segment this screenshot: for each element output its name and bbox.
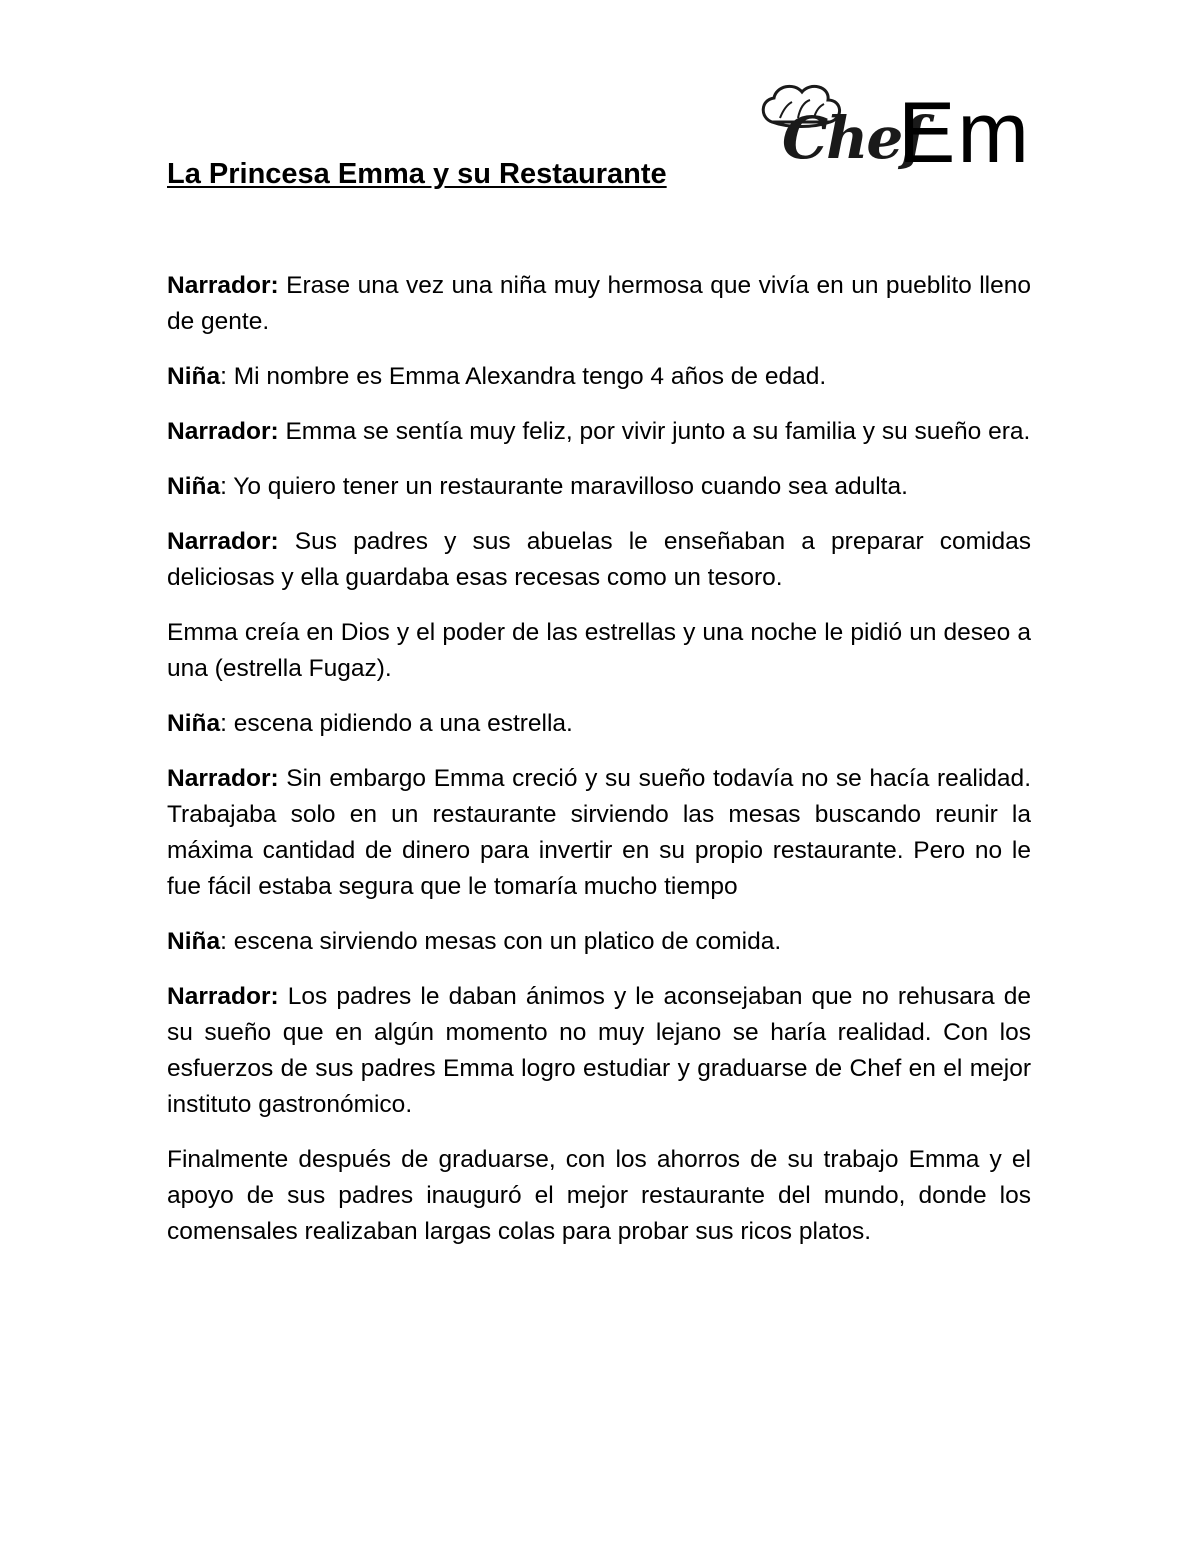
paragraph-text: Finalmente después de graduarse, con los ahorros de su trabajo Emma y el apoyo de sus padres inauguró el mejor restaurante del mundo, donde los comensales realizaban largas colas para probar sus ricos platos. (167, 1146, 1031, 1245)
paragraph (167, 524, 1031, 596)
paragraph (167, 615, 1031, 687)
paragraph-text: Sin embargo Emma creció y su sueño todavía no se hacía realidad. Trabajaba solo en un restaurante sirviendo las mesas buscando reunir la máxima cantidad de dinero para invertir en su propio restaurante. Pero no le fue fácil estaba segura que le tomaría mucho tiempo (167, 765, 1031, 900)
paragraph-text: Emma se sentía muy feliz, por vivir junto a su familia y su sueño era. (278, 418, 1031, 445)
paragraph-text: Sus padres y sus abuelas le enseñaban a preparar comidas deliciosas y ella guardaba esas recesas como un tesoro. (167, 528, 1031, 591)
paragraph (167, 268, 1031, 340)
paragraph-text: : Yo quiero tener un restaurante maravilloso cuando sea adulta. (220, 473, 908, 500)
logo-chef-text: Chef (782, 104, 925, 172)
paragraph-text: Erase una vez una niña muy hermosa que vivía en un pueblito lleno de gente. (167, 272, 1031, 335)
speaker-label: Narrador: (167, 272, 279, 299)
speaker-label: Niña (167, 710, 221, 737)
paragraph-text: : escena sirviendo mesas con un platico de comida. (220, 928, 782, 955)
paragraph (167, 1142, 1031, 1250)
paragraph (167, 359, 1031, 395)
logo-em-text: Em (898, 85, 1031, 181)
paragraph (167, 979, 1031, 1123)
speaker-label: Niña (167, 928, 221, 955)
speaker-label: Niña (167, 363, 221, 390)
speaker-label: Niña (167, 473, 221, 500)
paragraph-text: : Mi nombre es Emma Alexandra tengo 4 años de edad. (220, 363, 827, 390)
paragraph-text: Emma creía en Dios y el poder de las estrellas y una noche le pidió un deseo a una (estrella Fugaz). (167, 619, 1031, 682)
paragraph (167, 761, 1031, 905)
speaker-label: Narrador: (167, 528, 279, 555)
speaker-label: Narrador: (167, 983, 279, 1010)
paragraph (167, 706, 1031, 742)
paragraph (167, 414, 1031, 450)
document-body (167, 268, 1031, 1269)
speaker-label: Narrador: (167, 765, 279, 792)
chefem-logo (758, 80, 1058, 190)
speaker-label: Narrador: (167, 418, 279, 445)
paragraph-text: Los padres le daban ánimos y le aconsejaban que no rehusara de su sueño que en algún momento no muy lejano se haría realidad. Con los esfuerzos de sus padres Emma logro estudiar y graduarse de Chef en el mejor instituto gastronómico. (167, 983, 1031, 1118)
paragraph (167, 924, 1031, 960)
document-title: La Princesa Emma y su Restaurante (167, 158, 667, 190)
paragraph (167, 469, 1031, 505)
paragraph-text: : escena pidiendo a una estrella. (220, 710, 573, 737)
